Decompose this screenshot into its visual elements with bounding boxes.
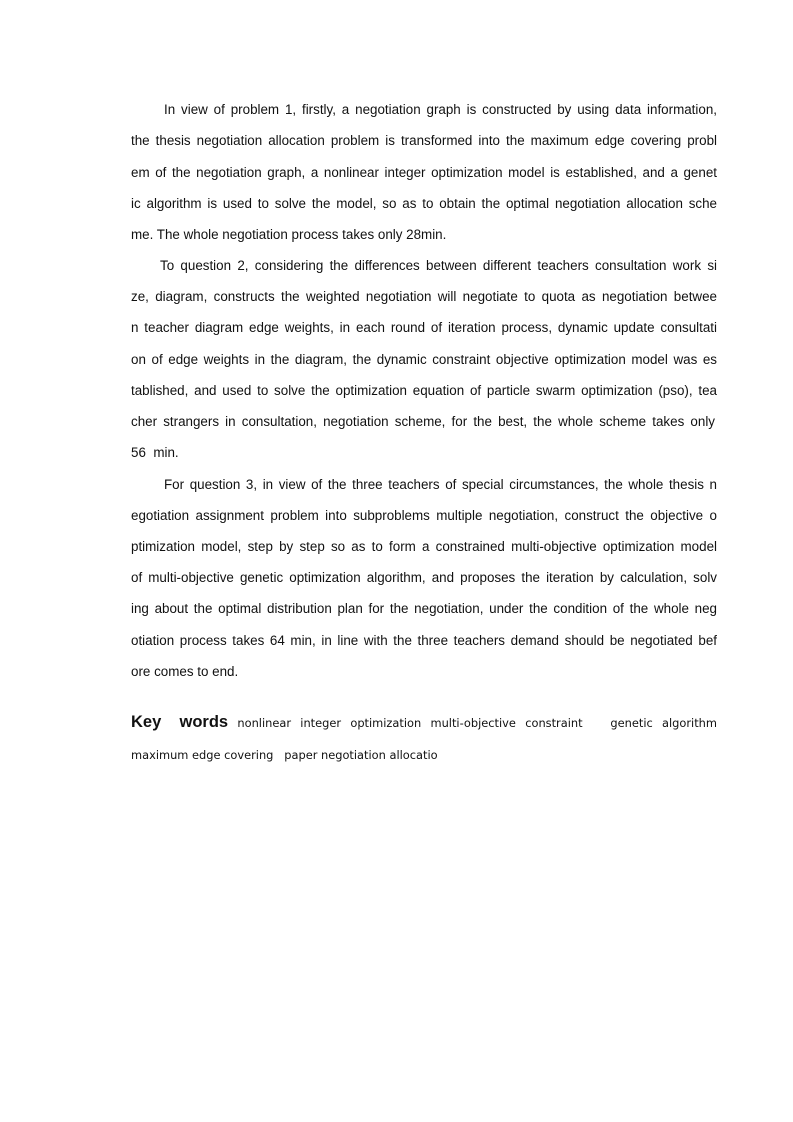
abstract-line: tablished, and used to solve the optimization equation of particle swarm optimization (pso), tea — [131, 383, 717, 398]
abstract-line: cher strangers in consultation, negotiation scheme, for the best, the whole scheme takes only — [131, 414, 715, 429]
abstract-line: ore comes to end. — [131, 664, 239, 679]
abstract-line: n teacher diagram edge weights, in each round of iteration process, dynamic update consultati — [131, 320, 717, 335]
abstract-line: em of the negotiation graph, a nonlinear integer optimization model is established, and a genet — [131, 165, 717, 180]
abstract-line: the thesis negotiation allocation problem is transformed into the maximum edge covering probl — [131, 133, 717, 148]
abstract-line: me. The whole negotiation process takes only 28min. — [131, 227, 447, 242]
keywords-line: maximum edge covering paper negotiation allocatio — [131, 748, 438, 762]
abstract-line: ze, diagram, constructs the weighted negotiation will negotiate to quota as negotiation betwee — [131, 289, 717, 304]
abstract-line: ic algorithm is used to solve the model, so as to obtain the optimal negotiation allocation sche — [131, 196, 717, 211]
abstract-line: egotiation assignment problem into subproblems multiple negotiation, construct the objective o — [131, 508, 717, 523]
abstract-line: otiation process takes 64 min, in line with the three teachers demand should be negotiated bef — [131, 633, 717, 648]
abstract-line: ing about the optimal distribution plan for the negotiation, under the condition of the whole neg — [131, 601, 717, 616]
abstract-line: In view of problem 1, firstly, a negotiation graph is constructed by using data information, — [164, 102, 717, 117]
keywords-line — [131, 714, 717, 731]
keywords-title: Key words — [131, 713, 229, 731]
abstract-line: ptimization model, step by step so as to form a constrained multi-objective optimization model — [131, 539, 717, 554]
abstract-line: 56 min. — [131, 445, 179, 460]
abstract-line: For question 3, in view of the three teachers of special circumstances, the whole thesis n — [164, 477, 717, 492]
keywords-text: nonlinear integer optimization multi-objective constraint genetic algorithm — [237, 716, 718, 730]
abstract-line: of multi-objective genetic optimization algorithm, and proposes the iteration by calculation, solv — [131, 570, 717, 585]
abstract-line: To question 2, considering the differences between different teachers consultation work si — [160, 258, 717, 273]
abstract-line: on of edge weights in the diagram, the dynamic constraint objective optimization model was es — [131, 352, 717, 367]
